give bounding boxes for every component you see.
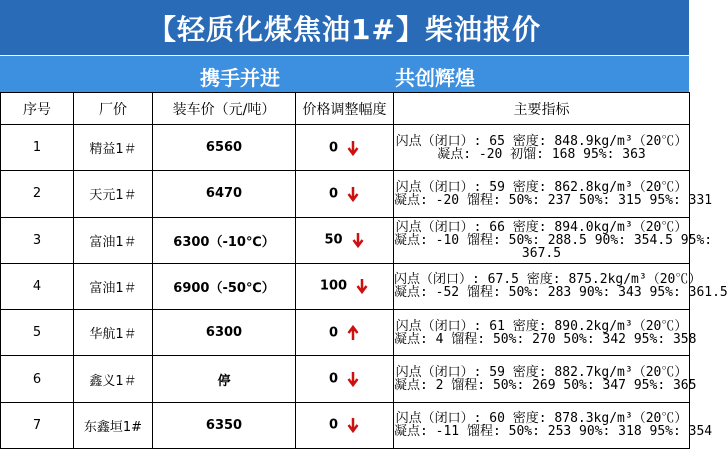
price-adjustment [296, 171, 394, 217]
spec-cell [394, 125, 690, 171]
up-arrow-icon [346, 325, 360, 341]
spec-line: 闪点（闭口）: 66 密度: 894.0kg/m³（20℃） [395, 219, 688, 235]
spec-line: 凝点: -20 初馏: 168 95%: 363 [437, 146, 646, 162]
factory-name: 东鑫垣1# [74, 402, 153, 448]
down-arrow-icon [346, 186, 360, 202]
factory-name: 富油1＃ [74, 217, 153, 263]
price-adjustment [296, 310, 394, 356]
factory-name: 鑫义1＃ [74, 356, 153, 402]
price-table [0, 92, 728, 449]
row-number: 6 [1, 356, 74, 402]
spec-cell [394, 356, 697, 402]
loading-price: 6300 [153, 310, 296, 356]
spec-line: 凝点: 2 馏程: 50%: 269 50%: 347 95%: 365 [394, 378, 697, 394]
slogan-banner [0, 56, 689, 92]
factory-name: 富油1＃ [74, 263, 153, 309]
spec-line: 闪点（闭口）: 59 密度: 882.7kg/m³（20℃） [395, 365, 688, 381]
price-adjustment [296, 402, 394, 448]
loading-price: 6470 [153, 171, 296, 217]
loading-price: 6350 [153, 402, 296, 448]
table-row [1, 263, 690, 309]
factory-name: 天元1＃ [74, 171, 153, 217]
price-adjustment [296, 125, 394, 171]
adjust-value: 0 [328, 371, 339, 387]
table-row [1, 125, 690, 171]
adjust-value: 50 [324, 232, 343, 248]
row-number: 7 [1, 402, 74, 448]
row-number: 1 [1, 125, 74, 171]
page-title: 【轻质化煤焦油1#】柴油报价 [0, 0, 689, 56]
spec-cell [394, 217, 713, 263]
row-number: 4 [1, 263, 74, 309]
loading-price: 6560 [153, 125, 296, 171]
adjust-value: 0 [328, 186, 339, 202]
down-arrow-icon [355, 278, 369, 294]
row-number: 5 [1, 310, 74, 356]
loading-price: 停 [153, 356, 296, 402]
row-number: 3 [1, 217, 74, 263]
down-arrow-icon [351, 232, 365, 248]
spec-cell [394, 171, 713, 217]
spec-line: 凝点: -10 馏程: 50%: 288.5 90%: 354.5 95%: [394, 232, 713, 248]
spec-line: 凝点: 4 馏程: 50%: 270 50%: 342 95%: 358 [394, 331, 697, 347]
spec-line: 闪点（闭口）: 65 密度: 848.9kg/m³（20℃） [395, 133, 688, 149]
factory-name: 精益1＃ [74, 125, 153, 171]
table-row [1, 171, 690, 217]
col-header-no: 序号 [1, 93, 74, 125]
table-row [1, 356, 690, 402]
spec-cell [394, 310, 697, 356]
spec-line: 闪点（闭口）: 59 密度: 862.8kg/m³（20℃） [395, 179, 688, 195]
row-number: 2 [1, 171, 74, 217]
spec-line: 凝点: -11 馏程: 50%: 253 90%: 318 95%: 354 [394, 424, 713, 440]
adjust-value: 0 [328, 325, 339, 341]
spec-line: 凝点: -20 馏程: 50%: 237 50%: 315 95%: 331 [394, 192, 713, 208]
col-header-price: 装车价（元/吨） [153, 93, 296, 125]
factory-name: 华航1＃ [74, 310, 153, 356]
loading-price: 6300（-10℃） [153, 217, 296, 263]
col-header-adjust: 价格调整幅度 [296, 93, 394, 125]
down-arrow-icon [346, 417, 360, 433]
price-adjustment [296, 217, 394, 263]
slogan-right: 共创辉煌 [395, 66, 475, 90]
spec-line: 闪点（闭口）: 67.5 密度: 875.2kg/m³（20℃） [394, 272, 702, 288]
down-arrow-icon [346, 371, 360, 387]
spec-cell [394, 263, 728, 309]
price-adjustment [296, 356, 394, 402]
slogan-left: 携手并进 [200, 66, 280, 90]
table-row [1, 402, 690, 448]
adjust-value: 0 [328, 417, 339, 433]
loading-price: 6900（-50℃） [153, 263, 296, 309]
header-row [1, 93, 690, 125]
spec-line: 凝点: -52 馏程: 50%: 283 90%: 343 95%: 361.5 [394, 285, 728, 301]
spec-line: 闪点（闭口）: 61 密度: 890.2kg/m³（20℃） [395, 318, 688, 334]
spec-line: 闪点（闭口）: 60 密度: 878.3kg/m³（20℃） [395, 411, 688, 427]
table-row [1, 217, 690, 263]
adjust-value: 100 [319, 278, 348, 294]
down-arrow-icon [346, 140, 360, 156]
spec-line: 367.5 [521, 245, 562, 261]
col-header-spec: 主要指标 [394, 93, 690, 125]
price-adjustment [296, 263, 394, 309]
table-row [1, 310, 690, 356]
spec-cell [394, 402, 713, 448]
adjust-value: 0 [328, 140, 339, 156]
col-header-factory: 厂价 [74, 93, 153, 125]
